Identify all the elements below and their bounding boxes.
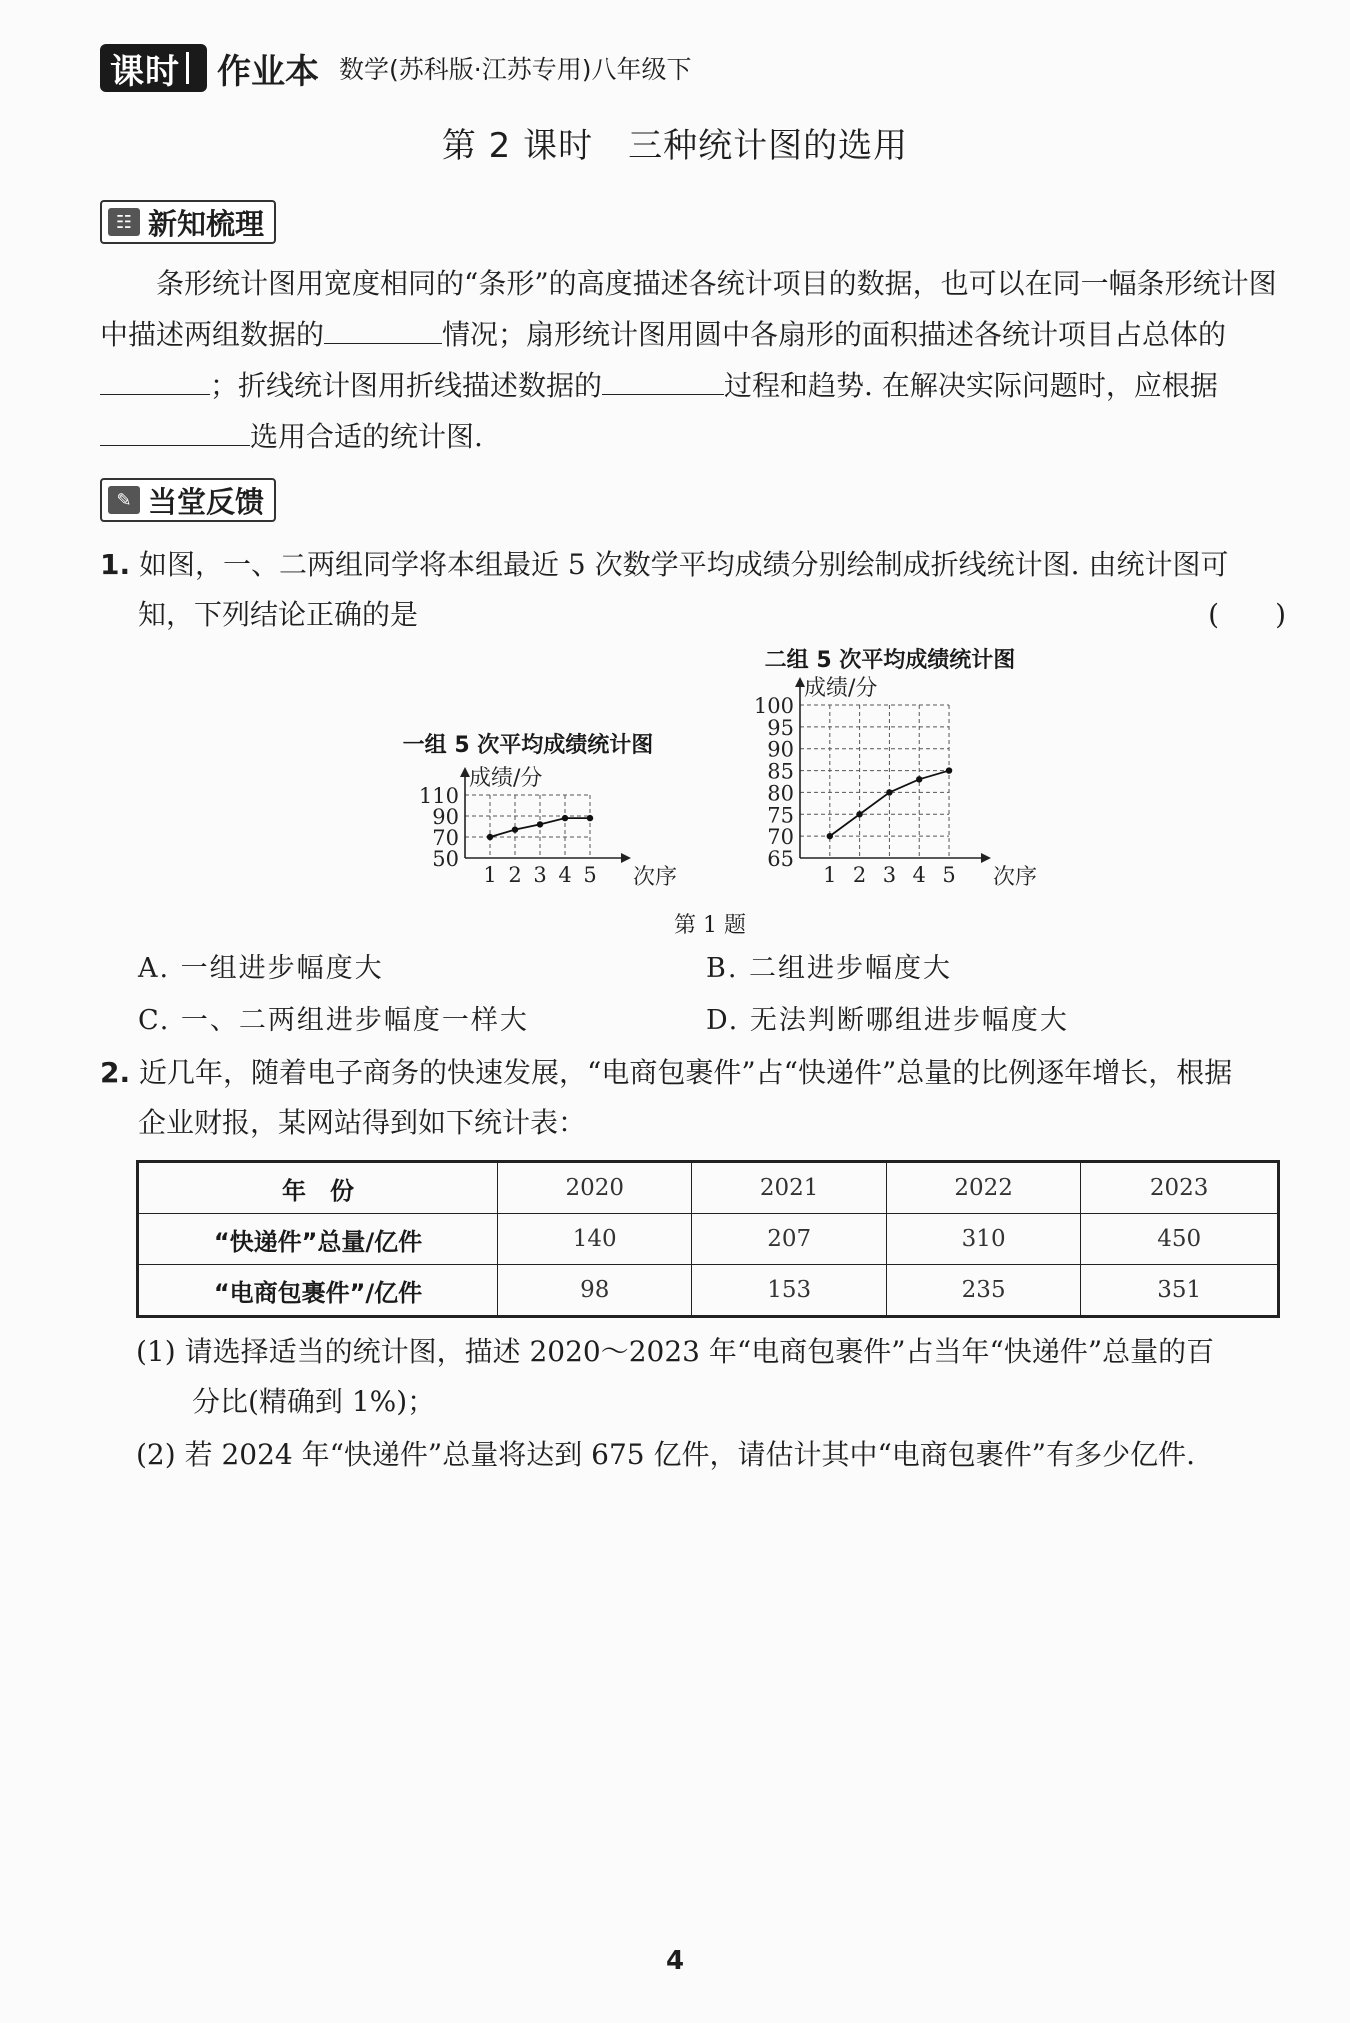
figure-caption: 第 1 题 [674, 913, 746, 938]
series-brand: 作业本 [217, 51, 319, 92]
x-tick-label: 3 [882, 863, 897, 887]
x-tick-label: 1 [823, 863, 837, 887]
knowledge-text-a: 条形统计图用宽度相同的“条形”的高度描述各统计项目的数据，也可以在同一幅条形统计图中描述两组数据的 [100, 267, 1277, 351]
data-point [886, 789, 892, 795]
table-cell: 310 [886, 1214, 1080, 1265]
question-text: 如图，一、二两组同学将本组最近 5 次数学平均成绩分别绘制成折线统计图. 由统计图可 [139, 548, 1229, 581]
table-cell: 98 [498, 1265, 692, 1317]
knowledge-text-d: 过程和趋势. 在解决实际问题时，应根据 [724, 369, 1218, 402]
data-point [562, 815, 568, 821]
table-cell: 2022 [886, 1162, 1080, 1214]
table-cell: 153 [692, 1265, 886, 1317]
table-cell: “快递件”总量/亿件 [138, 1214, 498, 1265]
x-tick-label: 3 [533, 863, 547, 887]
option-b[interactable]: B. 二组进步幅度大 [706, 953, 953, 984]
answer-blank[interactable] [602, 364, 724, 395]
book-icon: ☷ [108, 208, 140, 236]
pencil-icon: ✎ [108, 486, 140, 514]
y-tick-label: 85 [767, 759, 794, 784]
table-cell: “电商包裹件”/亿件 [138, 1265, 498, 1317]
question-text: 近几年，随着电子商务的快速发展，“电商包裹件”占“快递件”总量的比例逐年增长，根据 [139, 1056, 1233, 1089]
answer-blank[interactable] [100, 364, 210, 395]
x-tick-label: 5 [942, 863, 956, 887]
sub-question-text: (2) 若 2024 年“快递件”总量将达到 675 亿件，请估计其中“电商包裹件”有多少亿件. [136, 1438, 1196, 1471]
sub-question-text: 分比(精确到 1%)； [192, 1385, 436, 1418]
x-axis-arrow-icon [621, 853, 631, 863]
question-2-cont [138, 1098, 1288, 1148]
y-tick-label: 80 [767, 781, 794, 806]
section-tag-label: 当堂反馈 [148, 484, 265, 519]
y-tick-label: 95 [767, 715, 794, 740]
section-tag-feedback [100, 478, 276, 522]
y-tick-label: 65 [767, 847, 794, 871]
question-text: 知，下列结论正确的是 [138, 598, 419, 631]
table-cell: 2023 [1081, 1162, 1279, 1214]
question-1-cont [138, 590, 1288, 640]
statistics-table [136, 1160, 1280, 1318]
y-axis-label: 成绩/分 [469, 766, 543, 791]
data-point [512, 826, 518, 832]
data-point [946, 767, 952, 773]
table-cell: 450 [1081, 1214, 1279, 1265]
x-axis-arrow-icon [981, 853, 991, 863]
y-tick-label: 110 [418, 784, 459, 808]
x-axis-label: 次序 [993, 865, 1038, 890]
logo-mark-icon [186, 52, 197, 84]
data-point [856, 811, 862, 817]
sub-question-1 [136, 1327, 1286, 1377]
table-row [138, 1214, 1279, 1265]
knowledge-text-e: 选用合适的统计图. [250, 420, 483, 453]
page-header [100, 40, 691, 96]
x-tick-label: 2 [508, 863, 522, 887]
sub-question-1-cont [192, 1377, 1342, 1427]
data-point [487, 834, 493, 840]
section-tag-label: 新知梳理 [148, 206, 265, 241]
table-cell: 235 [886, 1265, 1080, 1317]
question-text: 企业财报，某网站得到如下统计表： [138, 1106, 587, 1139]
y-tick-label: 70 [432, 826, 459, 850]
chart-title: 一组 5 次平均成绩统计图 [402, 733, 654, 758]
answer-blank[interactable] [324, 313, 442, 344]
y-tick-label: 75 [767, 803, 794, 828]
data-point [587, 815, 593, 821]
y-tick-label: 50 [432, 847, 459, 871]
question-number: 1. [100, 548, 131, 581]
logo-text: 课时 [110, 51, 180, 92]
x-tick-label: 2 [852, 863, 867, 887]
book-title: 数学(苏科版·江苏专用)八年级下 [339, 55, 692, 84]
question-2 [100, 1048, 1290, 1098]
x-tick-label: 5 [583, 863, 597, 887]
x-axis-label: 次序 [633, 865, 678, 890]
lesson-title: 第 2 课时 三种统计图的选用 [441, 126, 909, 166]
section-tag-new-knowledge [100, 200, 276, 244]
option-c[interactable]: C. 一、二两组进步幅度一样大 [138, 1005, 529, 1036]
answer-paren[interactable]: ( ) [1208, 598, 1286, 631]
sub-question-2 [136, 1430, 1286, 1480]
question-1 [100, 540, 1290, 590]
knowledge-text-b: 情况；扇形统计图用圆中各扇形的面积描述各统计项目占总体的 [442, 318, 1227, 351]
data-point [537, 821, 543, 827]
option-d[interactable]: D. 无法判断哪组进步幅度大 [706, 1005, 1069, 1036]
table-cell: 140 [498, 1214, 692, 1265]
sub-question-text: (1) 请选择适当的统计图，描述 2020～2023 年“电商包裹件”占当年“快递件”总量的百 [136, 1335, 1215, 1368]
figure-charts [0, 640, 1350, 910]
table-cell: 年 份 [138, 1162, 498, 1214]
answer-blank[interactable] [100, 415, 250, 446]
data-point [827, 833, 833, 839]
question-number: 2. [100, 1056, 131, 1089]
x-tick-label: 1 [483, 863, 497, 887]
y-tick-label: 90 [767, 737, 794, 762]
knowledge-text-c: ；折线统计图用折线描述数据的 [210, 369, 603, 402]
series-logo [100, 44, 207, 92]
option-a[interactable]: A. 一组进步幅度大 [138, 953, 384, 984]
table-cell: 2021 [692, 1162, 886, 1214]
y-tick-label: 90 [432, 805, 459, 829]
x-tick-label: 4 [912, 863, 926, 887]
y-tick-label: 70 [767, 825, 794, 850]
table-row [138, 1265, 1279, 1317]
y-axis-label: 成绩/分 [804, 676, 878, 701]
table-cell: 351 [1081, 1265, 1279, 1317]
table-header-row [138, 1162, 1279, 1214]
data-point [916, 776, 922, 782]
x-tick-label: 4 [558, 863, 572, 887]
y-tick-label: 100 [753, 694, 794, 718]
knowledge-paragraph [100, 258, 1280, 462]
chart-title: 二组 5 次平均成绩统计图 [764, 648, 1016, 673]
page-number: 4 [665, 1946, 685, 1976]
table-cell: 207 [692, 1214, 886, 1265]
table-cell: 2020 [498, 1162, 692, 1214]
